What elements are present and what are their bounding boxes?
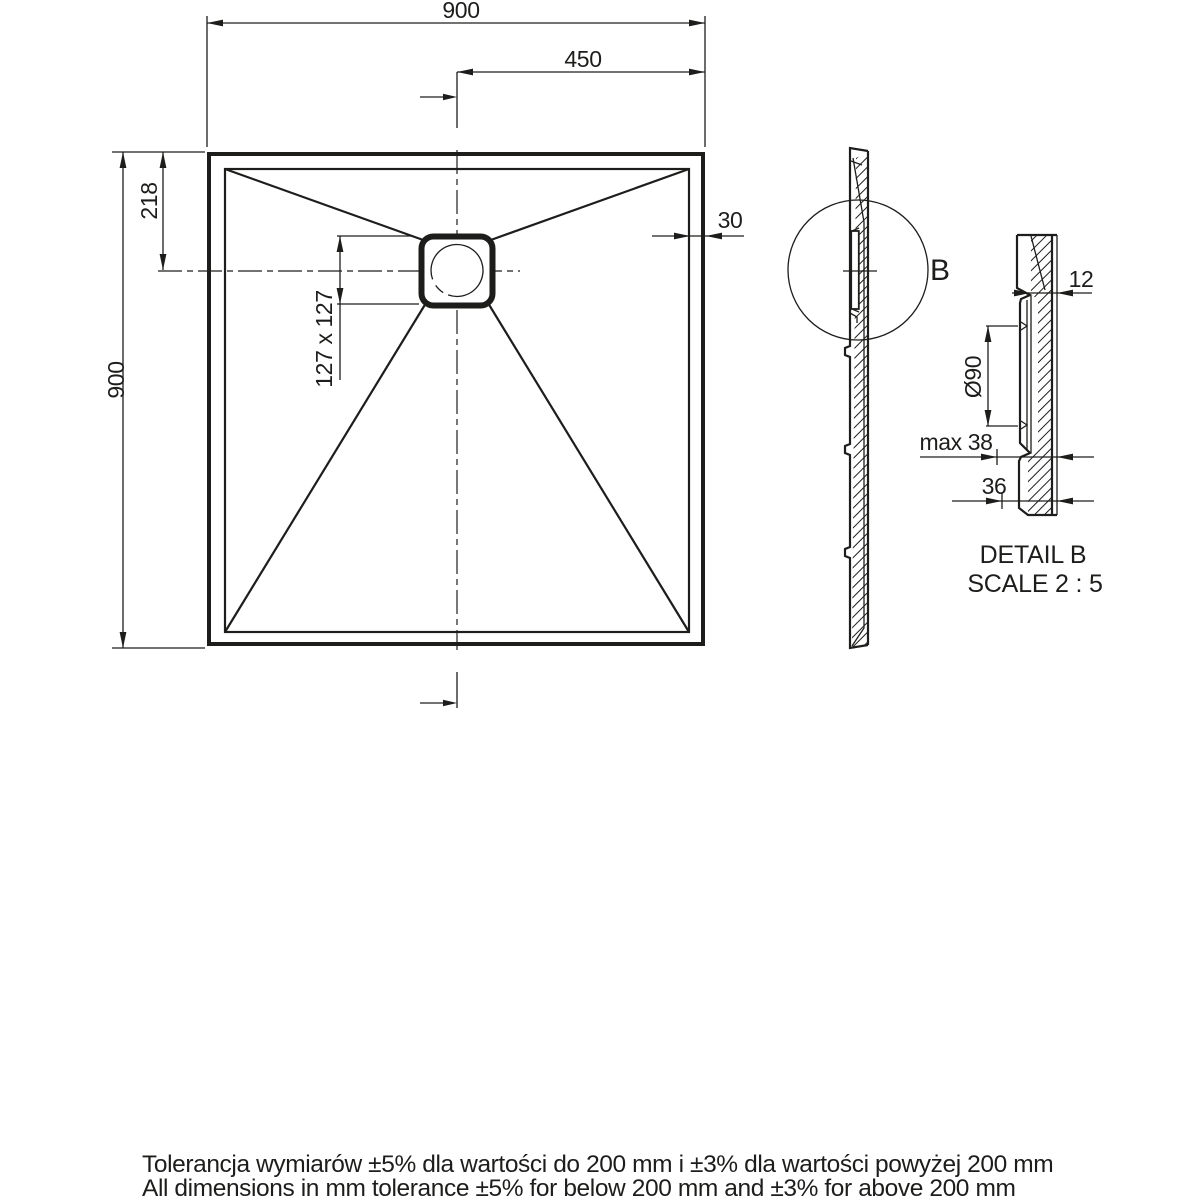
- arrowhead: [689, 69, 705, 76]
- detail-view: [919, 235, 1102, 598]
- arrowhead: [160, 254, 167, 270]
- side-section-hatch: [852, 152, 868, 647]
- plan-view: [103, 0, 744, 708]
- dim-rim-width-label: 30: [717, 207, 743, 233]
- dim-drain-hole-label: Ø90: [960, 355, 986, 399]
- tolerance-note-pl: Tolerancja wymiarów ±5% dla wartości do 200 mm i ±3% dla wartości powyżej 200 mm: [142, 1151, 1054, 1178]
- dim-overall-height-label: 900: [103, 361, 129, 399]
- slope-diagonal-top-right: [488, 169, 689, 241]
- dim-max-height-label: max 38: [919, 429, 993, 455]
- arrowhead: [1057, 498, 1073, 505]
- arrowhead: [674, 233, 690, 240]
- side-view: [788, 148, 950, 648]
- arrowhead: [706, 233, 722, 240]
- arrowhead: [985, 410, 992, 426]
- arrowhead: [689, 20, 705, 27]
- dim-base-height-label: 36: [981, 473, 1007, 499]
- tolerance-note-en: All dimensions in mm tolerance ±5% for below 200 mm and ±3% for above 200 mm: [142, 1175, 1016, 1200]
- drain-cover: [422, 237, 493, 306]
- arrowhead: [985, 326, 992, 342]
- tray-outline: [209, 154, 703, 644]
- arrowhead: [337, 236, 344, 252]
- detail-marker-label: B: [929, 254, 951, 287]
- detail-title: DETAIL B: [979, 541, 1087, 569]
- arrowhead: [1057, 454, 1073, 461]
- arrowhead: [207, 20, 223, 27]
- arrowhead: [457, 69, 473, 76]
- slope-diagonal-top-left: [225, 169, 426, 241]
- footnotes: [142, 1151, 1053, 1200]
- dim-center-to-edge-label: 450: [564, 46, 602, 72]
- detail-scale: SCALE 2 : 5: [967, 570, 1103, 598]
- center-mark-arrow-top: [443, 94, 457, 100]
- dim-overall-width-label: 900: [442, 0, 480, 23]
- arrowhead: [120, 152, 127, 168]
- arrowhead: [337, 288, 344, 304]
- arrowhead: [160, 152, 167, 168]
- detail-flange-hooks: [1021, 322, 1027, 429]
- side-drain-flange: [851, 231, 859, 309]
- detail-flange-lines: [1027, 296, 1031, 453]
- arrowhead: [120, 632, 127, 648]
- slope-diagonal-bottom-right: [488, 303, 689, 632]
- dim-top-to-drain-label: 218: [136, 182, 162, 220]
- center-mark-arrow-bottom: [443, 700, 457, 706]
- dim-drain-size-label: 127 x 127: [311, 290, 337, 388]
- dim-rim-thickness-label: 12: [1068, 266, 1094, 292]
